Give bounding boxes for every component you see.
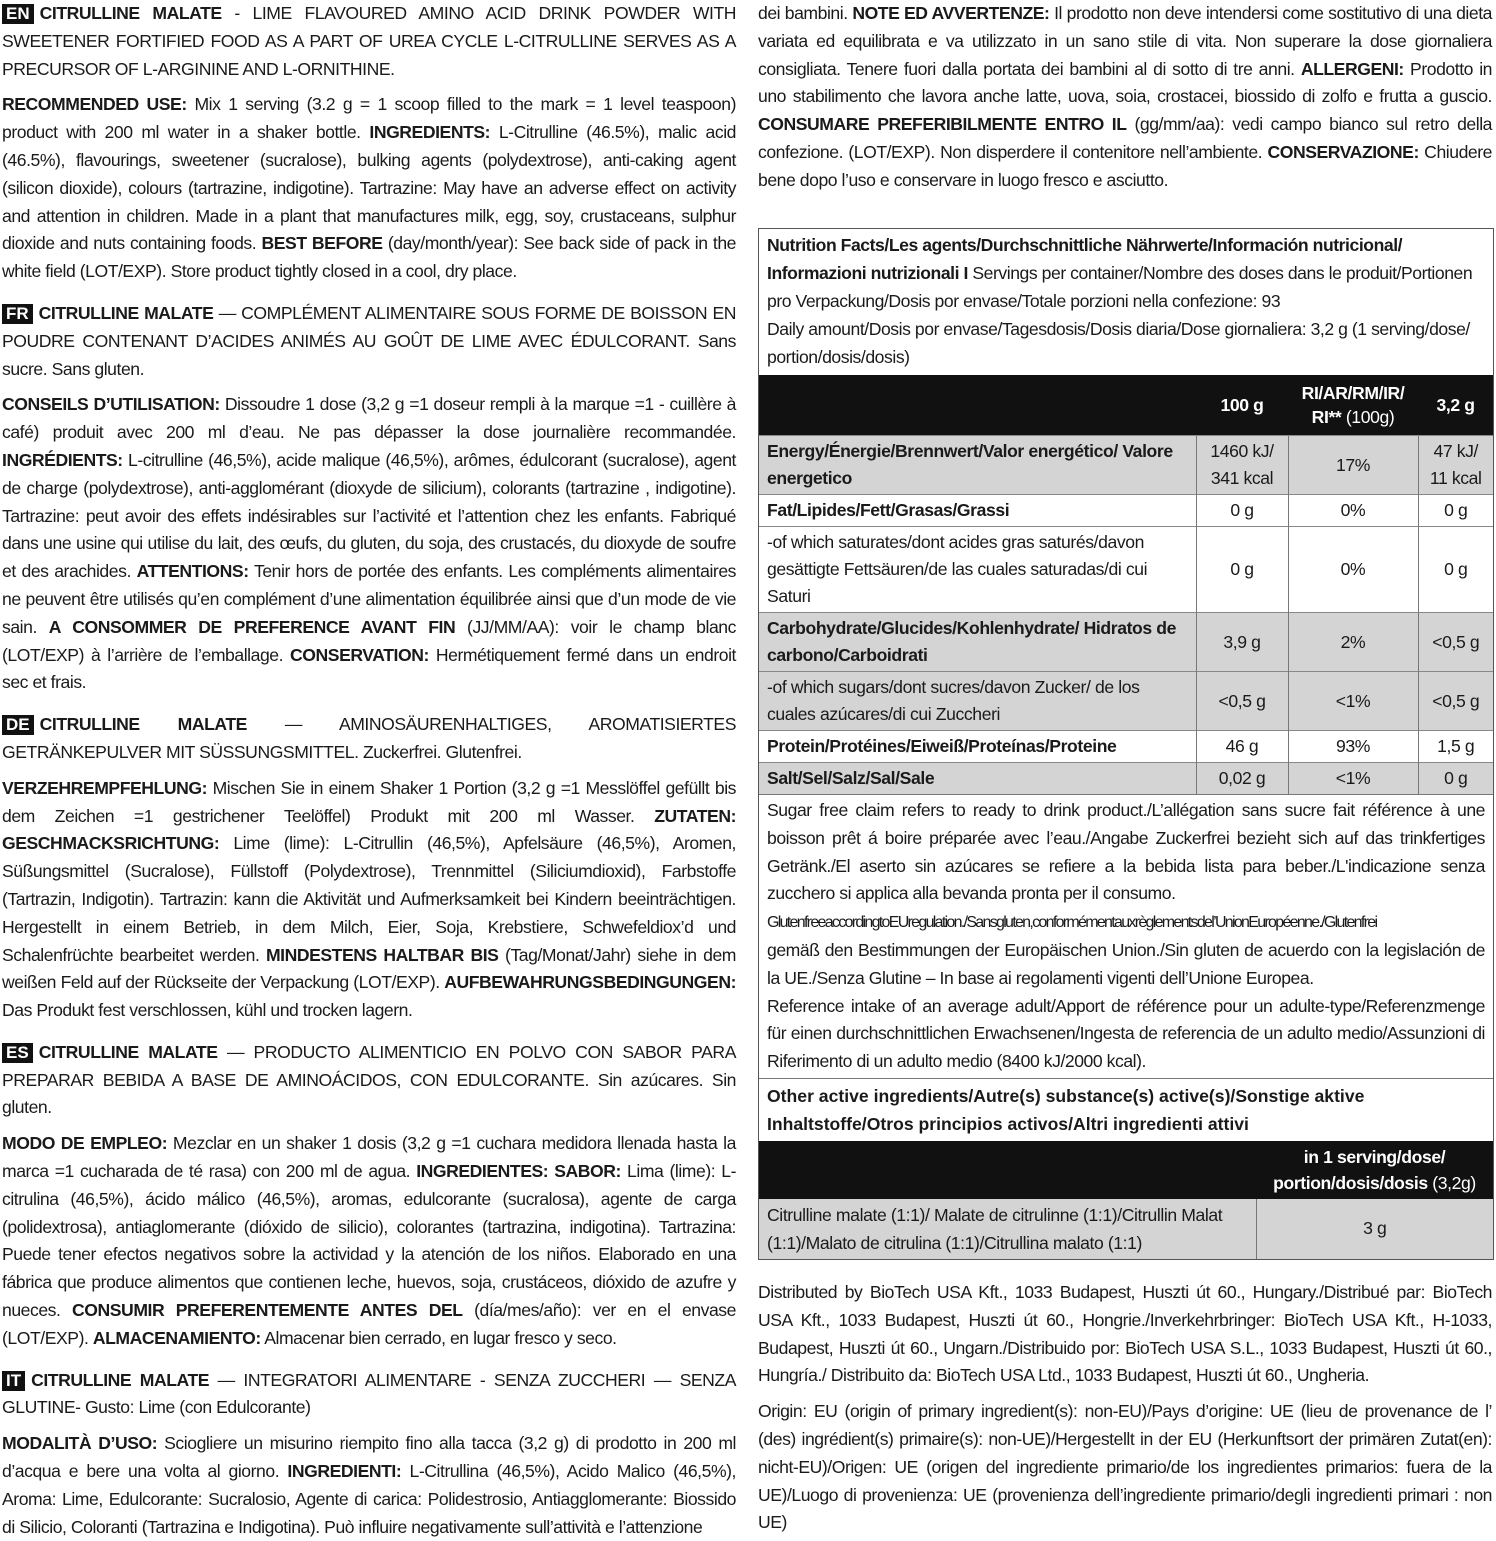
per-serving-value: 47 kJ/ 11 kcal — [1418, 436, 1493, 495]
de-storage-label: AUFBEWAHRUNGSBEDINGUNGEN: — [444, 972, 736, 993]
nutrition-row — [759, 527, 1493, 613]
nutrition-header — [759, 229, 1493, 375]
servings-per-container: Servings per container/Nombre des doses dans le produit/Portionen pro Verpackung/Dosis por envase/Totale porzioni nella confezione: 93 — [767, 263, 1473, 311]
per-100g-column-header: 100 g — [1196, 375, 1288, 436]
es-best-before-text: (día/mes/año): ver en el envase (LOT/EXP). — [2, 1300, 736, 1348]
citrulline-malate-row — [759, 1199, 1493, 1259]
fr-title: CITRULLINE MALATE — [38, 302, 214, 323]
language-badge-fr: FR — [2, 304, 33, 324]
sugar-free-footnote: Sugar free claim refers to ready to drink product./L’allégation sans sucre fait référence à une boisson prêt á boire préparée avec l’eau./Angabe Zuckerfrei bezieht sich auf das trinkfertiges Getränk./El aserto sin azúcares se refiere a la bebida lista para beber./L'indicazione senza zucchero si applica alla bevanda pronta per il consumo. — [767, 800, 1485, 904]
fr-use-text: Dissoudre 1 dose (3,2 g =1 doseur rempli à la marque =1 - cuillère à café) produit avec 200 ml d’eau. Ne pas dépasser la dose journalière recommandée. — [2, 394, 736, 443]
de-ingredients-text: Lime (lime): L-Citrullin (46,5%), Apfelsäure (46,5%), Aromen, Süßungsmittel (Sucralose), Füllstoff (Polydextrose), Trennmittel (Siliciumdioxid), Farbstoffe (Tartrazin, Indigotin). Tartrazin: kann die Aktivität und Aufmerksamkeit bei Kindern beeinträchtigen. Hergestellt in einem Betrieb, in dem Milch, Eier, Soja, Krebstiere, Schwefeldiox’d und Schalenfrüchte bearbeitet werden. — [2, 833, 736, 965]
de-body — [2, 775, 736, 1025]
per-serving-column-header: 3,2 g — [1418, 375, 1493, 436]
es-subtitle: — PRODUCTO ALIMENTICIO EN POLVO CON SABOR PARA PREPARAR BEBIDA A BASE DE AMINOÁCIDOS, CON EDULCORANTE. Sin azúcares. Sin gluten. — [2, 1041, 736, 1118]
it-use-label: MODALITÀ D’USO: — [2, 1433, 158, 1454]
it-continued — [758, 0, 1492, 195]
distributor-origin-block — [758, 1279, 1492, 1537]
en-use-label: RECOMMENDED USE: — [2, 94, 187, 115]
language-badge-en: EN — [2, 4, 34, 24]
nutrition-table-box — [758, 228, 1494, 1260]
gluten-free-footnote-line1: GlutenfreeaccordingtoEUregulation./Sansgluten,conformémentauxrèglementsdel’UnionEuropéenne./Glutenfrei — [767, 914, 1377, 932]
fr-attention-label: ATTENTIONS: — [136, 561, 249, 582]
de-title: CITRULLINE MALATE — [39, 714, 247, 735]
per-100g-value: 0 g — [1196, 495, 1288, 527]
other-ingredients-header-row — [759, 1141, 1493, 1199]
es-ingredients-text: Lima (lime): L-citrulina (46,5%), ácido málico (46,5%), aromas, edulcorante (sucralosa), agente de carga (polidextrosa), antiaglomerante (dióxido de silicio), colorantes (tartrazina, indigotina). Tartrazina: Puede tener efectos negativos sobre la actividad y la atención de los niños. Elaborado en una fábrica que produce alimentos que contienen leche, huevos, soja, crustáceos, dióxido de azufre y nueces. — [2, 1161, 736, 1321]
fr-ingredients-text: L-citrulline (46,5%), acide malique (46,5%), arômes, édulcorant (sucralose), agent de charge (polydextrose), anti-agglomérant (dioxyde de silicium), colorants (tartrazine , indigotine). Tartrazine: peut avoir des effets indésirables sur l’activité et l’attention chez les enfants. Fabriqué dans une usine qui utilise du lait, des œufs, du gluten, du soja, des crustacés, du dioxyde de soufre et des arachides. — [2, 449, 736, 582]
en-ingredients-label: INGREDIENTS: — [369, 122, 491, 143]
citrulline-malate-value: 3 g — [1256, 1199, 1493, 1259]
nutrition-table — [759, 375, 1493, 794]
per-100g-value: 46 g — [1196, 731, 1288, 763]
en-use-text: Mix 1 serving (3.2 g = 1 scoop filled to the mark = 1 level teaspoon) product with 200 ml water in a shaker bottle. — [2, 94, 736, 143]
nutrient-name: -of which saturates/dont acides gras saturés/davon gesättigte Fettsäuren/de las cuales saturadas/di cui Saturi — [759, 527, 1196, 613]
per-serving-value: 1,5 g — [1418, 731, 1493, 763]
per-100g-value: 3,9 g — [1196, 613, 1288, 672]
en-title: CITRULLINE MALATE — [39, 3, 222, 23]
reference-intake-value: <1% — [1288, 763, 1418, 795]
section-es — [2, 1039, 736, 1353]
gluten-free-footnote-line2: gemäß den Bestimmungen der Europäischen Union./Sin gluten de acuerdo con la legislación de la UE./Senza Glutine – In base ai regolamenti vigenti dell’Unione Europea. — [767, 939, 1485, 988]
it-storage-label: CONSERVAZIONE: — [1267, 141, 1419, 162]
nutrient-column-header — [759, 375, 1196, 436]
it-title: CITRULLINE MALATE — [31, 1369, 210, 1390]
allergens-label: ALLERGENI: — [1300, 58, 1404, 79]
right-column — [758, 0, 1492, 195]
en-intro — [2, 0, 736, 83]
other-ingredients-blank-header — [759, 1141, 1256, 1199]
per-100g-value: <0,5 g — [1196, 672, 1288, 731]
fr-ingredients-label: INGRÉDIENTS: — [2, 449, 123, 470]
de-subtitle: — AMINOSÄURENHALTIGES, AROMATISIERTES GETRÄNKEPULVER MIT SÜSSUNGSMITTEL. Zuckerfrei. Glutenfrei. — [2, 714, 736, 762]
nutrition-row — [759, 731, 1493, 763]
section-de — [2, 711, 736, 1025]
fr-intro — [2, 300, 736, 383]
ri-header-line1: RI/AR/RM/IR/ — [1301, 383, 1405, 403]
es-intro — [2, 1039, 736, 1122]
per-100g-value: 0 g — [1196, 527, 1288, 613]
fr-subtitle: — COMPLÉMENT ALIMENTAIRE SOUS FORME DE BOISSON EN POUDRE CONTENANT D’ACIDES ANIMÉS AU GOÛT DE LIME AVEC ÉDULCORANT. Sans sucre. Sans gluten. — [2, 302, 736, 379]
citrulline-malate-label: Citrulline malate (1:1)/ Malate de citrulinne (1:1)/Citrullin Malat (1:1)/Malato de citrulina (1:1)/Citrullina malato (1:1) — [759, 1199, 1256, 1259]
fr-best-before-label: A CONSOMMER DE PREFERENCE AVANT FIN — [48, 616, 456, 637]
per-serving-value: 0 g — [1418, 763, 1493, 795]
nutrition-row — [759, 436, 1493, 495]
it-use-text: Sciogliere un misurino riempito fino alla tacca (3,2 g) di prodotto in 200 ml d’acqua e bere una volta al giorno. — [2, 1433, 736, 1482]
other-ingredients-table — [759, 1141, 1493, 1259]
de-intro — [2, 711, 736, 767]
nutrition-row — [759, 613, 1493, 672]
per-serving-header-line2: portion/dosis/dosis — [1273, 1172, 1428, 1193]
per-serving-value: 0 g — [1418, 495, 1493, 527]
es-storage-label: ALMACENAMIENTO: — [92, 1327, 261, 1348]
per-serving-dose-header — [1256, 1141, 1493, 1199]
en-best-before-text: (day/month/year): See back side of pack in the white field (LOT/EXP). Store product tightly closed in a cool, dry place. — [2, 233, 736, 282]
en-body — [2, 91, 736, 286]
reference-intake-value: 0% — [1288, 527, 1418, 613]
per-serving-value: <0,5 g — [1418, 672, 1493, 731]
language-badge-es: ES — [2, 1043, 33, 1063]
nutrition-title: Nutrition Facts/Les agents/Durchschnittliche Nährwerte/Información nutricional/ Informazioni nutrizionali I — [767, 235, 1403, 283]
es-use-text: Mezclar en un shaker 1 dosis (3,2 g =1 cuchara medidora llenada hasta la marca =1 cucharada de té rasa) con 200 ml de agua. — [2, 1133, 736, 1182]
notes-text: Il prodotto non deve intendersi come sostitutivo di una dieta variata ed equilibrata e va utilizzato in un sano stile di vita. Non superare la dose giornaliera consigliata. Tenere fuori dalla portata dei bambini al di sotto di tre anni. — [758, 3, 1493, 79]
language-badge-de: DE — [2, 715, 34, 735]
per-100g-value: 0,02 g — [1196, 763, 1288, 795]
reference-intake-value: 0% — [1288, 495, 1418, 527]
section-en — [2, 0, 736, 286]
nutrient-name: Fat/Lipides/Fett/Grasas/Grassi — [759, 495, 1196, 527]
ri-header-unit: (100g) — [1341, 407, 1395, 427]
nutrient-name: Protein/Protéines/Eiweiß/Proteínas/Proteine — [759, 731, 1196, 763]
section-fr — [2, 300, 736, 697]
per-serving-value: <0,5 g — [1418, 613, 1493, 672]
nutrition-row — [759, 495, 1493, 527]
es-title: CITRULLINE MALATE — [38, 1041, 218, 1062]
es-storage-text: Almacenar bien cerrado, en lugar fresco y seco. — [260, 1327, 617, 1348]
de-best-before-label: MINDESTENS HALTBAR BIS — [265, 944, 499, 965]
it-subtitle: — INTEGRATORI ALIMENTARE - SENZA ZUCCHERI — SENZA GLUTINE- Gusto: Lime (con Edulcorante) — [2, 1369, 736, 1418]
it-storage-text: Chiudere bene dopo l’uso e conservare in luogo fresco e asciutto. — [758, 141, 1492, 190]
reference-intake-value: 17% — [1288, 436, 1418, 495]
language-badge-it: IT — [2, 1371, 25, 1391]
de-use-text: Mischen Sie in einem Shaker 1 Portion (3,2 g =1 Messlöffel gefüllt bis dem Zeichen =1 gestrichener Teelöffel) Produkt mit 200 ml Wasser. — [2, 777, 736, 826]
nutrition-row — [759, 672, 1493, 731]
es-use-label: MODO DE EMPLEO: — [2, 1133, 168, 1154]
nutrition-table-header-row — [759, 375, 1493, 436]
it-ingredients-label: INGREDIENTI: — [287, 1461, 402, 1482]
per-serving-header-line1: in 1 serving/dose/ — [1303, 1146, 1446, 1167]
en-best-before-label: BEST BEFORE — [261, 233, 383, 254]
es-best-before-label: CONSUMIR PREFERENTEMENTE ANTES DEL — [72, 1300, 463, 1321]
nutrient-name: Salt/Sel/Salz/Sal/Sale — [759, 763, 1196, 795]
left-column — [2, 0, 736, 1541]
fr-conservation-label: CONSERVATION: — [290, 644, 429, 665]
nutrient-name: Energy/Énergie/Brennwert/Valor energético/ Valore energetico — [759, 436, 1196, 495]
reference-intake-value: 2% — [1288, 613, 1418, 672]
nutrient-name: -of which sugars/dont sucres/davon Zucker/ de los cuales azúcares/di cui Zuccheri — [759, 672, 1196, 731]
it-best-before-text: (gg/mm/aa): vedi campo bianco sul retro della confezione. (LOT/EXP). Non disperdere il contenitore nell’ambiente. — [758, 114, 1492, 162]
nutrition-row — [759, 763, 1493, 795]
section-it — [2, 1367, 736, 1541]
distributor-text: Distributed by BioTech USA Kft., 1033 Budapest, Huszti út 60., Hungary./Distribué par: BioTech USA Kft., 1033 Budapest, Huszti út 60., Hongrie./Inverkehrbringer: BioTech USA Kft., H-1033, Budapest, Huszti út 60., Ungarn./Distribuido por: BioTech USA S.L., 1033 Budapest, Huszti út 60., Hungría./ Distribuito da: BioTech USA Ltd., 1033 Budapest, Huszti út 60., Ungheria. — [758, 1282, 1492, 1386]
fr-body — [2, 391, 736, 697]
fr-attention-text: Tenir hors de portée des enfants. Les compléments alimentaires ne peuvent être utilisés qu’en complément d’une alimentation équilibrée ainsi que d’un mode de vie sain. — [2, 561, 736, 637]
fr-best-before-text: (JJ/MM/AA): voir le champ blanc (LOT/EXP) à l’arrière de l’emballage. — [2, 616, 736, 665]
other-active-ingredients-title: Other active ingredients/Autre(s) substance(s) active(s)/Sonstige aktive Inhaltstoffe/Otros principios activos/Altri ingredienti attivi — [759, 1078, 1493, 1141]
de-storage-text: Das Produkt fest verschlossen, kühl und trocken lagern. — [2, 1000, 413, 1021]
it-ingredients-text: L-Citrullina (46,5%), Acido Malico (46,5%), Aroma: Lime, Edulcorante: Sucralosio, Agente di carica: Polidestrosio, Antiagglomerante: Biossido di Silicio, Coloranti (Tartrazina e Indigotina). Può influire negativamente sull’attività e l’attenzione — [2, 1461, 736, 1537]
nutrient-name: Carbohydrate/Glucides/Kohlenhydrate/ Hidratos de carbono/Carboidrati — [759, 613, 1196, 672]
reference-intake-value: <1% — [1288, 672, 1418, 731]
it-best-before-label: CONSUMARE PREFERIBILMENTE ENTRO IL — [758, 114, 1127, 135]
de-best-before-text: (Tag/Monat/Jahr) siehe in dem weißen Feld auf der Rückseite der Verpackung (LOT/EXP). — [2, 944, 736, 993]
en-subtitle: - LIME FLAVOURED AMINO ACID DRINK POWDER WITH SWEETENER FORTIFIED FOOD AS A PART OF UREA CYCLE L-CITRULLINE SERVES AS A PRECURSOR OF L-ARGININE AND L-ORNITHINE. — [2, 3, 736, 79]
ri-header-line2: RI** — [1311, 407, 1342, 427]
en-ingredients-text: L-Citrulline (46.5%), malic acid (46.5%), flavourings, sweetener (sucralose), bulking agents (polydextrose), anti-caking agent (silicon dioxide), colours (tartrazine, indigotine). Tartrazine: May have an adverse effect on activity and attention in children. Made in a plant that manufactures milk, egg, soy, crustaceans, sulphur dioxide and nuts containing foods. — [2, 122, 736, 254]
es-ingredients-label: INGREDIENTES: SABOR: — [416, 1161, 621, 1182]
reference-intake-footnote: Reference intake of an average adult/Apport de référence pour un adulte-type/Referenzmenge für einen durchschnittlichen Erwachsenen/Ingesta de referencia de un adulto medio/Assunzioni di Riferimento di un adulto medio (8400 kJ/2000 kcal). — [767, 995, 1485, 1072]
origin-text: Origin: EU (origin of primary ingredient(s): non-EU)/Pays d’origine: UE (lieu de provenance de l’ (des) ingrédient(s) primaire(s): non-UE)/Hergestellt in der EU (Herkunftsort der primären Zutat(en): nicht-EU)/Origen: UE (origen del ingrediente primario/de los ingredientes primarios: fuera de la UE)/Luogo di provenienza: UE (provenienza dell’ingrediente primario/degli ingredienti primari : non UE) — [758, 1401, 1492, 1533]
reference-intake-column-header — [1288, 375, 1418, 436]
it-continued-text: dei bambini. — [758, 3, 853, 23]
daily-amount: Daily amount/Dosis por envase/Tagesdosis/Dosis diaria/Dose giornaliera: 3,2 g (1 serving/dose/ portion/dosis/dosis) — [767, 319, 1470, 367]
per-serving-value: 0 g — [1418, 527, 1493, 613]
it-intro — [2, 1367, 736, 1423]
nutrition-table-body — [759, 436, 1493, 795]
es-body — [2, 1130, 736, 1352]
notes-label: NOTE ED AVVERTENZE: — [852, 3, 1050, 23]
it-body — [2, 1430, 736, 1541]
de-ingredients-label: ZUTATEN: GESCHMACKSRICHTUNG: — [2, 805, 736, 854]
nutrition-footnotes — [759, 794, 1493, 1078]
allergens-text: Prodotto in uno stabilimento che lavora anche latte, uova, soia, crostacei, biossido di zolfo e frutta a guscio. — [758, 58, 1492, 107]
de-use-label: VERZEHREMPFEHLUNG: — [2, 777, 207, 798]
reference-intake-value: 93% — [1288, 731, 1418, 763]
fr-conservation-text: Hermétiquement fermé dans un endroit sec et frais. — [2, 644, 736, 693]
per-serving-header-unit: (3,2g) — [1427, 1172, 1476, 1193]
per-100g-value: 1460 kJ/ 341 kcal — [1196, 436, 1288, 495]
fr-use-label: CONSEILS D’UTILISATION: — [2, 394, 220, 415]
